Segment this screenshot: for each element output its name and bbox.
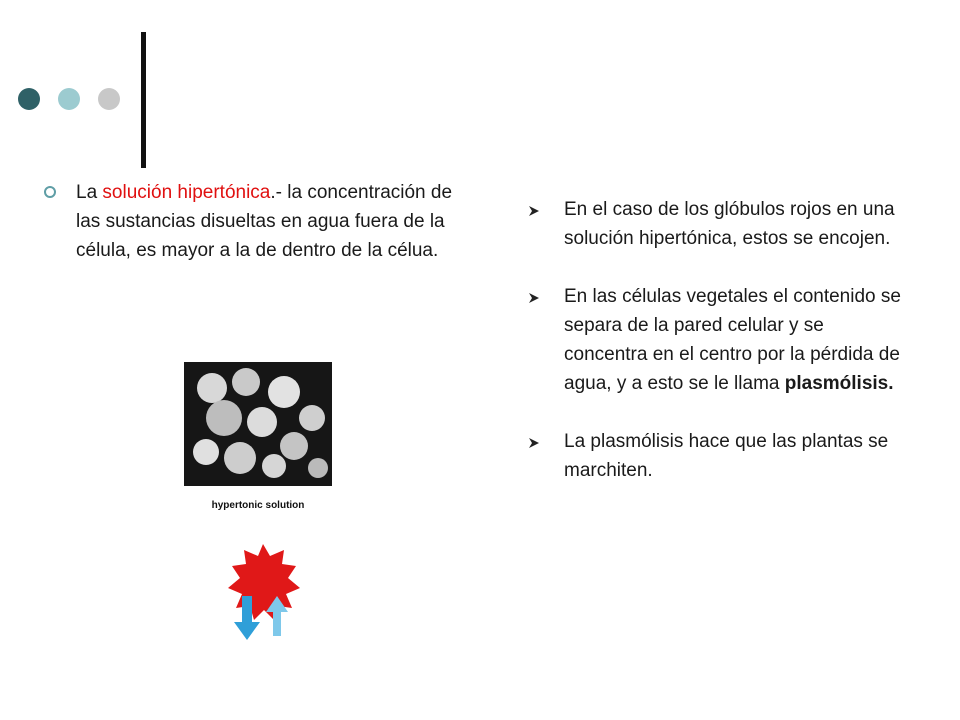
list-item (528, 195, 908, 253)
item-text: En el caso de los glóbulos rojos en una solución hipertónica, estos se encojen. (564, 199, 895, 249)
item-text: La plasmólisis hace que las plantas se marchiten. (564, 431, 889, 481)
list-item (528, 282, 908, 398)
decor-dot-light (58, 88, 80, 110)
left-definition: .- la concentración de las sustancias disueltas en agua fuera de la célula, es mayor a la de dentro de la célua. (76, 182, 453, 261)
decor-dot-dark (18, 88, 40, 110)
crenated-cell-diagram (218, 536, 308, 646)
rbc-micrograph-image (184, 362, 332, 486)
term-hypertonic: solución hipertónica (102, 182, 271, 203)
left-paragraph (44, 178, 464, 265)
decor-dot-grey (98, 88, 120, 110)
arrow-bullet-icon (528, 437, 540, 449)
circle-bullet-icon (44, 186, 56, 198)
item-text: En las células vegetales el contenido se separa de la pared celular y se concentra en el centro por la pérdida de agua, y a esto se le llama (564, 286, 901, 394)
arrow-bullet-icon (528, 292, 540, 304)
left-intro: La (76, 182, 103, 203)
left-text (76, 178, 464, 265)
arrow-bullet-icon (528, 205, 540, 217)
list-item (528, 427, 908, 485)
term-plasmolysis: plasmólisis. (784, 373, 894, 394)
image-caption: hypertonic solution (211, 500, 305, 511)
decor-vertical-bar (141, 32, 146, 168)
right-list (528, 195, 908, 514)
